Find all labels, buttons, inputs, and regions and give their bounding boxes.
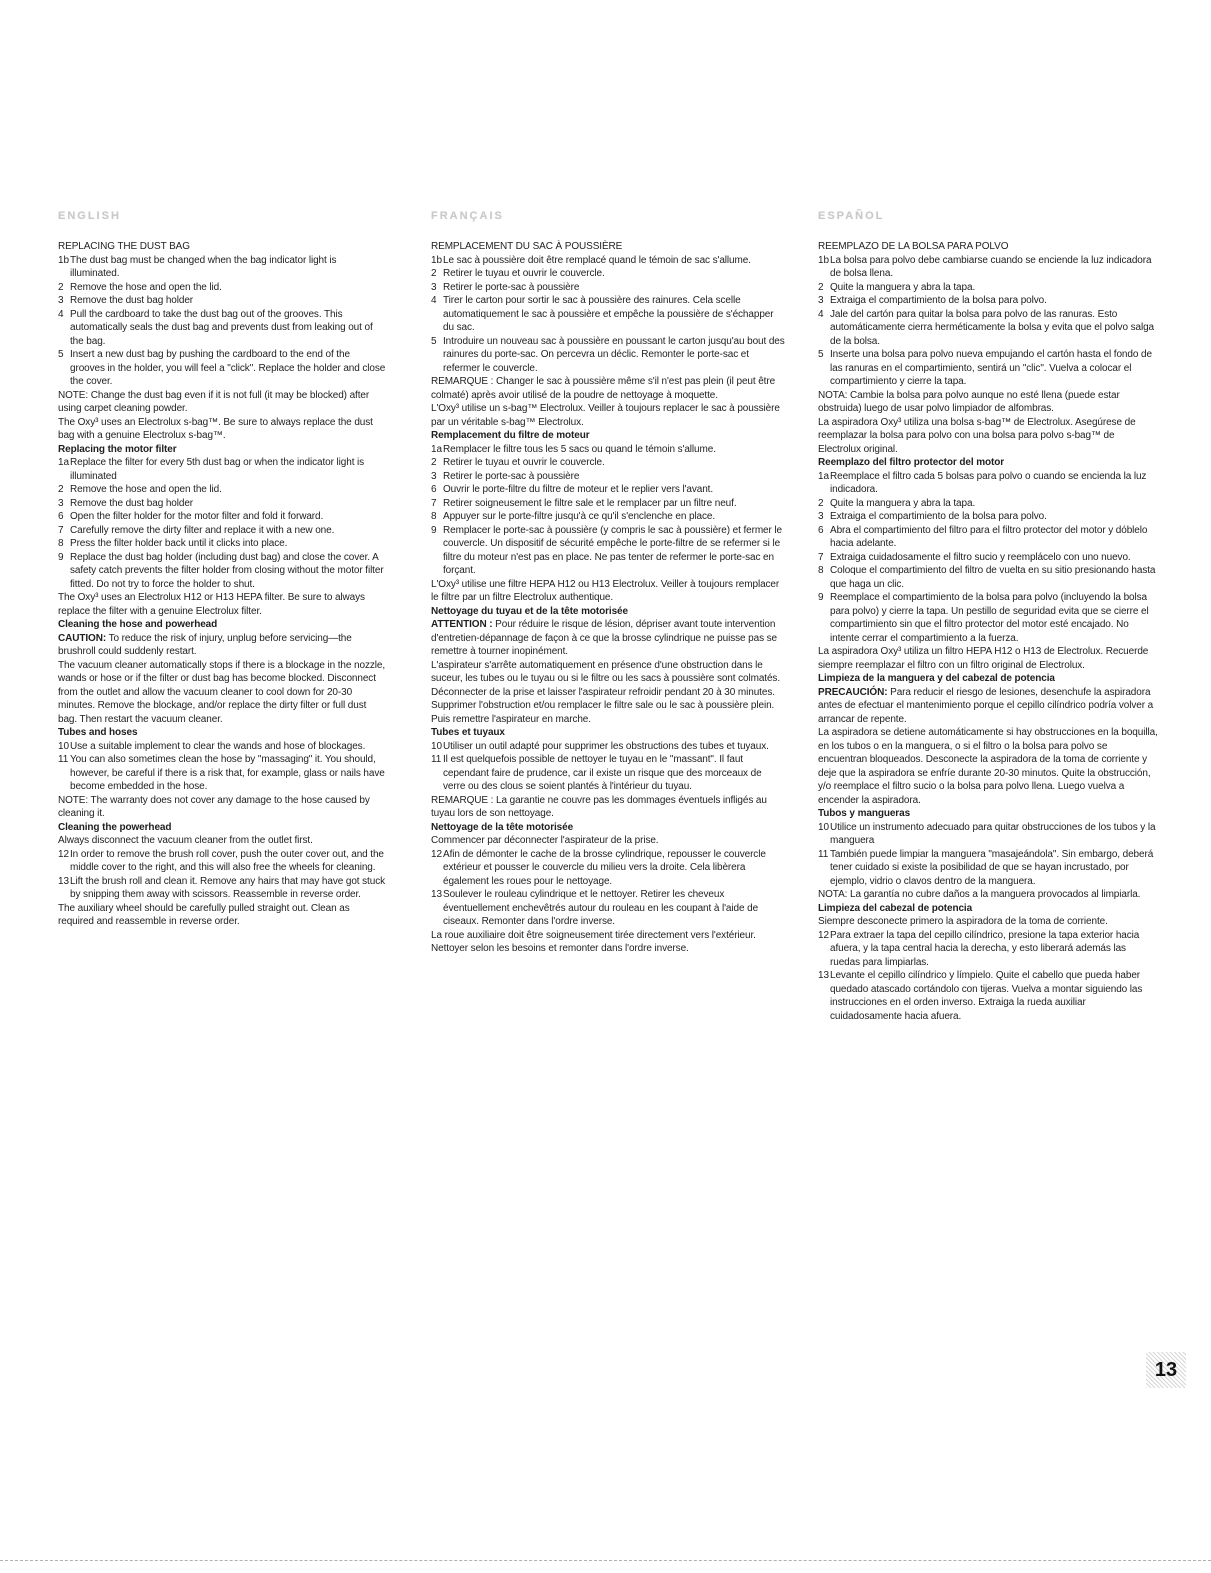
- instruction-step: [818, 551, 1158, 565]
- step-number: 3: [818, 295, 824, 306]
- instruction-step: [58, 753, 386, 794]
- step-text: Tirer le carton pour sortir le sac à poussière des rainures. Cela scelle automatiquement le sac à poussière et empêche la poussière de s'échapper du sac.: [443, 295, 774, 333]
- step-number: 2: [58, 281, 64, 293]
- step-number: 10: [58, 740, 69, 752]
- step-text: Il est quelquefois possible de nettoyer le tuyau en le "massant". Il faut cependant faire de prudence, car il existe un risque que des morceaux de verre ou des clous se soient plantés à l'intérieur du tuyau.: [443, 754, 762, 792]
- step-text: Open the filter holder for the motor filter and fold it forward.: [70, 511, 324, 522]
- caution-paragraph: [818, 686, 1158, 727]
- step-text: Inserte una bolsa para polvo nueva empujando el cartón hasta el fondo de las ranuras en el compartimiento, sentirá un "clic". Vuelva a colocar el compartimiento y cierre la tapa.: [830, 349, 1152, 387]
- step-number: 12: [431, 848, 442, 860]
- paragraph: Always disconnect the vacuum cleaner from the outlet first.: [58, 835, 313, 846]
- section-heading: Nettoyage de la tête motorisée: [431, 821, 574, 833]
- instruction-step: [818, 348, 1158, 389]
- step-text: Extraiga el compartimiento de la bolsa para polvo.: [830, 511, 1047, 522]
- instruction-step: [58, 875, 386, 902]
- step-number: 10: [818, 821, 829, 833]
- section-heading: Cleaning the hose and powerhead: [58, 619, 218, 630]
- step-number: 11: [58, 754, 69, 765]
- step-number: 3: [818, 511, 824, 522]
- caution-paragraph: [58, 632, 386, 659]
- step-number: 3: [431, 281, 437, 293]
- step-text: Reemplace el filtro cada 5 bolsas para polvo o cuando se encienda la luz indicadora.: [830, 470, 1147, 495]
- paragraph: NOTA: La garantía no cubre daños a la manguera provocados al limpiarla.: [818, 889, 1141, 900]
- step-text: Utilice un instrumento adecuado para quitar obstrucciones de los tubos y la manguera: [830, 821, 1156, 846]
- step-number: 2: [431, 268, 437, 279]
- step-text: Utiliser un outil adapté pour supprimer les obstructions des tubes et tuyaux.: [443, 740, 769, 752]
- step-number: 2: [818, 497, 824, 509]
- step-text: Remove the hose and open the lid.: [70, 281, 222, 293]
- section-heading: Limpieza del cabezal de potencia: [818, 902, 973, 914]
- step-number: 10: [431, 740, 442, 752]
- step-text: Replace the dust bag holder (including dust bag) and close the cover. A safety catch prevents the filter holder from closing without the motor filter fitted. Do not try to force the holder to shut.: [70, 551, 384, 590]
- column-spanish: [818, 210, 1158, 1023]
- instruction-step: [818, 591, 1158, 645]
- instruction-step: [58, 510, 386, 524]
- step-number: 1b: [431, 254, 442, 266]
- step-number: 12: [818, 929, 829, 941]
- step-number: 1a: [818, 470, 829, 482]
- step-number: 5: [431, 335, 437, 347]
- step-number: 6: [431, 484, 437, 495]
- paragraph: La aspiradora se detiene automáticamente si hay obstrucciones en la boquilla, en los tubos o en la manguera, o si el filtro o la bolsa para polvo se encuentran bloqueados. Desconecte la aspiradora de la toma de corriente y deje que la aspiradora se enfríe durante 20-30 minutos. Quite la obstrucción, y/o reemplace el filtro sucio o la bolsa para polvo llena. Luego vuelva a encender la aspiradora.: [818, 727, 1158, 806]
- instruction-step: [431, 524, 786, 578]
- step-number: 8: [58, 538, 64, 549]
- instruction-step: [58, 524, 386, 538]
- instruction-step: [818, 470, 1158, 497]
- instruction-step: [58, 551, 386, 592]
- bottom-rule: [0, 1560, 1211, 1562]
- step-number: 9: [58, 551, 64, 563]
- step-number: 2: [431, 457, 437, 468]
- instruction-step: [431, 294, 786, 335]
- step-number: 13: [818, 970, 829, 981]
- step-text: Replace the filter for every 5th dust bag or when the indicator light is illuminated: [70, 457, 365, 482]
- step-number: 9: [431, 524, 437, 536]
- paragraph: NOTE: The warranty does not cover any damage to the hose caused by cleaning it.: [58, 794, 370, 819]
- step-number: 7: [818, 551, 824, 563]
- section-heading: Reemplazo del filtro protector del motor: [818, 457, 1005, 468]
- step-number: 11: [431, 754, 442, 765]
- caution-text: To reduce the risk of injury, unplug before servicing—the brushroll could suddenly restart.: [58, 632, 352, 657]
- step-text: Retirer soigneusement le filtre sale et le remplacer par un filtre neuf.: [443, 497, 737, 509]
- step-text: Pull the cardboard to take the dust bag out of the grooves. This automatically seals the dust bag and prevents dust from leaking out of the bag.: [70, 308, 373, 347]
- column-english: [58, 210, 386, 929]
- column-french: [431, 210, 786, 956]
- step-number: 2: [58, 484, 64, 495]
- step-number: 4: [431, 295, 437, 306]
- paragraph: The vacuum cleaner automatically stops if there is a blockage in the nozzle, wands or hose or if the filter or dust bag has become blocked. Disconnect from the outlet and allow the vacuum cleaner to cool down for 20-30 minutes. Remove the blockage, and/or replace the dirty filter or full dust bag. Then restart the vacuum cleaner.: [58, 659, 386, 725]
- step-text: Levante el cepillo cilíndrico y límpielo. Quite el cabello que pueda haber quedado atascado cortándolo con tijeras. Vuelva a montar siguiendo las instrucciones en el orden inverso. Extraiga la rueda auxiliar cuidadosamente hacia afuera.: [830, 970, 1143, 1022]
- instruction-step: [818, 281, 1158, 295]
- step-text: Press the filter holder back until it clicks into place.: [70, 538, 288, 549]
- instruction-step: [818, 497, 1158, 511]
- paragraph: REMARQUE : Changer le sac à poussière même s'il n'est pas plein (il peut être colmaté) après avoir utilisé de la poudre de nettoyage à moquette.: [431, 376, 776, 401]
- step-number: 4: [818, 308, 824, 320]
- instruction-step: [431, 848, 786, 889]
- step-text: Remplacer le porte-sac à poussière (y compris le sac à poussière) et fermer le couvercle. Un dispositif de sécurité empêche le porte-filtre de se refermer si le filtre du moteur n'est pas en place. Ne pas tenter de refermer le porte-sac en forçant.: [443, 524, 783, 576]
- paragraph: L'Oxy³ utilise un s-bag™ Electrolux. Veiller à toujours replacer le sac à poussière par un véritable s-bag™ Electrolux.: [431, 403, 780, 428]
- instruction-step: [818, 294, 1158, 308]
- instruction-step: [431, 888, 786, 929]
- step-number: 11: [818, 848, 829, 860]
- step-text: Remove the dust bag holder: [70, 295, 194, 306]
- instruction-step: [58, 348, 386, 389]
- step-text: Soulever le rouleau cylindrique et le nettoyer. Retirer les cheveux éventuellement enchevêtrés autour du rouleau en les coupant à l'aide de ciseaux. Remonter dans l'ordre inverse.: [443, 889, 759, 927]
- step-text: In order to remove the brush roll cover, push the outer cover out, and the middle cover to the right, and this will also free the wheels for cleaning.: [70, 848, 384, 873]
- instruction-step: [818, 510, 1158, 524]
- instruction-step: [431, 483, 786, 497]
- paragraph: REMARQUE : La garantie ne couvre pas les dommages éventuels infligés au tuyau lors de son nettoyage.: [431, 794, 767, 819]
- step-number: 8: [431, 511, 437, 522]
- instruction-step: [818, 848, 1158, 889]
- caution-text: Para reducir el riesgo de lesiones, desenchufe la aspiradora antes de efectuar el mantenimiento porque el cepillo cilíndrico podría volver a arrancar de repente.: [818, 686, 1154, 725]
- step-number: 8: [818, 565, 824, 576]
- section-title: REMPLACEMENT DU SAC À POUSSIÈRE: [431, 241, 623, 252]
- step-text: Insert a new dust bag by pushing the cardboard to the end of the grooves in the holder, you will feel a "click". Replace the holder and close the cover.: [70, 349, 386, 387]
- instruction-step: [431, 443, 786, 457]
- step-number: 3: [431, 470, 437, 482]
- step-text: Carefully remove the dirty filter and replace it with a new one.: [70, 524, 335, 536]
- instruction-step: [431, 267, 786, 281]
- step-text: Retirer le tuyau et ouvrir le couvercle.: [443, 268, 605, 279]
- paragraph: The Oxy³ uses an Electrolux H12 or H13 HEPA filter. Be sure to always replace the filter with a genuine Electrolux filter.: [58, 592, 365, 617]
- step-text: Jale del cartón para quitar la bolsa para polvo de las ranuras. Esto automáticamente cierra herméticamente la bolsa y evita que el polvo salga de la bolsa.: [830, 308, 1154, 347]
- section-title: REEMPLAZO DE LA BOLSA PARA POLVO: [818, 241, 1009, 252]
- step-text: Remplacer le filtre tous les 5 sacs ou quand le témoin s'allume.: [443, 443, 716, 455]
- instruction-step: [431, 470, 786, 484]
- instruction-step: [431, 254, 786, 268]
- instruction-step: [818, 254, 1158, 281]
- instruction-step: [818, 929, 1158, 970]
- paragraph: La aspiradora Oxy³ utiliza un filtro HEPA H12 o H13 de Electrolux. Recuerde siempre reemplazar el filtro con un filtro original de Electrolux.: [818, 646, 1149, 671]
- instruction-step: [818, 564, 1158, 591]
- paragraph: La roue auxiliaire doit être soigneusement tirée directement vers l'extérieur. Nettoyer selon les besoins et remonter dans l'ordre inverse.: [431, 929, 756, 954]
- section-heading: Remplacement du filtre de moteur: [431, 430, 590, 441]
- caution-label: PRECAUCIÓN:: [818, 686, 888, 698]
- instruction-step: [58, 497, 386, 511]
- section-heading: Limpieza de la manguera y del cabezal de potencia: [818, 673, 1055, 684]
- step-text: También puede limpiar la manguera "masajeándola". Sin embargo, deberá tener cuidado si existe la posibilidad de que se hayan incrustado, por ejemplo, vidrio o clavos dentro de la manguera.: [830, 848, 1154, 887]
- instruction-step: [431, 510, 786, 524]
- paragraph: Commencer par déconnecter l'aspirateur de la prise.: [431, 835, 659, 846]
- section-title: REPLACING THE DUST BAG: [58, 241, 190, 252]
- paragraph: L'Oxy³ utilise une filtre HEPA H12 ou H13 Electrolux. Veiller à toujours remplacer le filtre par un filtre Electrolux authentique.: [431, 578, 780, 603]
- instruction-step: [58, 848, 386, 875]
- section-heading: Cleaning the powerhead: [58, 821, 172, 833]
- step-number: 5: [818, 349, 824, 360]
- step-text: The dust bag must be changed when the bag indicator light is illuminated.: [70, 254, 337, 279]
- instruction-step: [818, 821, 1158, 848]
- step-text: Extraiga cuidadosamente el filtro sucio y reemplácelo con uno nuevo.: [830, 551, 1131, 563]
- step-text: Retirer le tuyau et ouvrir le couvercle.: [443, 457, 605, 468]
- step-number: 1b: [58, 254, 69, 266]
- step-number: 1a: [58, 457, 69, 468]
- step-number: 7: [431, 497, 437, 509]
- step-text: Coloque el compartimiento del filtro de vuelta en su sitio presionando hasta que haga un clic.: [830, 565, 1156, 590]
- step-number: 6: [818, 524, 824, 536]
- step-text: Ouvrir le porte-filtre du filtre de moteur et le replier vers l'avant.: [443, 484, 714, 495]
- instruction-step: [818, 969, 1158, 1023]
- step-number: 13: [58, 875, 69, 887]
- step-text: Remove the hose and open the lid.: [70, 484, 222, 495]
- step-text: Abra el compartimiento del filtro para el filtro protector del motor y dóblelo hacia adelante.: [830, 524, 1148, 549]
- step-text: You can also sometimes clean the hose by "massaging" it. You should, however, be careful if there is a risk that, for example, glass or nails have become embedded in the hose.: [70, 754, 385, 792]
- step-number: 9: [818, 592, 824, 603]
- step-text: Para extraer la tapa del cepillo cilíndrico, presione la tapa exterior hacia afuera, y la tapa central hacia la derecha, y esto liberará además las ruedas para limpiarlas.: [830, 929, 1140, 968]
- paragraph: NOTA: Cambie la bolsa para polvo aunque no esté llena (puede estar obstruida) luego de usar polvo limpiador de alfombras.: [818, 389, 1120, 414]
- caution-text: Pour réduire le risque de lésion, dépriser avant toute intervention d'entretien-dépannage de façon à ce que la brosse cylindrique ne puisse pas se remettre à tourner inopinément.: [431, 619, 778, 657]
- step-text: Lift the brush roll and clean it. Remove any hairs that may have got stuck by snipping them away with scissors. Reassemble in reverse order.: [70, 875, 385, 900]
- instruction-step: [431, 740, 786, 754]
- paragraph: The Oxy³ uses an Electrolux s-bag™. Be sure to always replace the dust bag with a genuine Electrolux s-bag™.: [58, 416, 373, 441]
- paragraph: The auxiliary wheel should be carefully pulled straight out. Clean as required and reassemble in reverse order.: [58, 902, 350, 927]
- step-text: Introduire un nouveau sac à poussière en poussant le carton jusqu'au bout des rainures du porte-sac. On percevra un déclic. Remonter le porte-sac et refermer le couvercle.: [443, 335, 785, 374]
- section-heading: Tubes et tuyaux: [431, 727, 505, 738]
- step-number: 12: [58, 848, 69, 860]
- caution-label: ATTENTION :: [431, 619, 493, 630]
- instruction-step: [431, 497, 786, 511]
- caution-label: CAUTION:: [58, 632, 107, 644]
- step-text: Extraiga el compartimiento de la bolsa para polvo.: [830, 295, 1047, 306]
- step-number: 13: [431, 889, 442, 900]
- instruction-step: [58, 483, 386, 497]
- step-number: 1a: [431, 443, 442, 455]
- language-header: ENGLISH: [58, 210, 121, 222]
- step-text: La bolsa para polvo debe cambiarse cuando se enciende la luz indicadora de bolsa llena.: [830, 254, 1152, 279]
- instruction-step: [431, 753, 786, 794]
- instruction-step: [431, 335, 786, 376]
- step-text: Le sac à poussière doit être remplacé quand le témoin de sac s'allume.: [443, 254, 751, 266]
- step-number: 4: [58, 308, 64, 320]
- instruction-step: [431, 281, 786, 295]
- page-number: 13: [1146, 1352, 1186, 1388]
- instruction-step: [58, 740, 386, 754]
- language-header: FRANÇAIS: [431, 210, 504, 222]
- step-number: 7: [58, 524, 64, 536]
- step-number: 3: [58, 497, 64, 509]
- step-text: Use a suitable implement to clear the wands and hose of blockages.: [70, 740, 366, 752]
- instruction-step: [58, 281, 386, 295]
- step-number: 3: [58, 295, 64, 306]
- instruction-step: [58, 294, 386, 308]
- section-heading: Nettoyage du tuyau et de la tête motorisée: [431, 605, 628, 617]
- instruction-step: [58, 308, 386, 349]
- step-text: Reemplace el compartimiento de la bolsa para polvo (incluyendo la bolsa para polvo) y cierre la tapa. Un pestillo de seguridad evita que se cierre el compartimiento sin que el filtro protector del motor esté encajado. No intente cerrar el compartimiento a la fuerza.: [830, 592, 1149, 644]
- instruction-step: [58, 254, 386, 281]
- instruction-step: [431, 456, 786, 470]
- step-text: Afin de démonter le cache de la brosse cylindrique, repousser le couvercle extérieur et pousser le couvercle du milieu vers la droite. Cela libèrera également les roues pour le nettoyage.: [443, 848, 766, 887]
- paragraph: NOTE: Change the dust bag even if it is not full (it may be blocked) after using carpet cleaning powder.: [58, 389, 370, 414]
- step-text: Appuyer sur le porte-filtre jusqu'à ce qu'il s'enclenche en place.: [443, 511, 716, 522]
- step-text: Retirer le porte-sac à poussière: [443, 470, 580, 482]
- step-number: 5: [58, 349, 64, 360]
- step-number: 6: [58, 511, 64, 522]
- section-heading: Replacing the motor filter: [58, 443, 177, 455]
- step-text: Retirer le porte-sac à poussière: [443, 281, 580, 293]
- section-heading: Tubos y mangueras: [818, 808, 911, 819]
- instruction-step: [58, 456, 386, 483]
- step-number: 2: [818, 281, 824, 293]
- instruction-step: [58, 537, 386, 551]
- instruction-step: [818, 308, 1158, 349]
- paragraph: Siempre desconecte primero la aspiradora de la toma de corriente.: [818, 916, 1108, 927]
- step-text: Remove the dust bag holder: [70, 497, 194, 509]
- paragraph: L'aspirateur s'arrête automatiquement en présence d'une obstruction dans le suceur, les tubes ou le tuyau ou si le filtre ou les sacs à poussière sont colmatés. Déconnecter de la prise et laisser l'aspirateur refroidir pendant 20 à 30 minutes. Supprimer l'obstruction et/ou remplacer le filtre sale ou le sac à poussière plein. Puis remettre l'aspirateur en marche.: [431, 659, 781, 725]
- step-text: Quite la manguera y abra la tapa.: [830, 497, 976, 509]
- caution-paragraph: [431, 618, 786, 659]
- section-heading: Tubes and hoses: [58, 727, 138, 738]
- instruction-step: [818, 524, 1158, 551]
- step-text: Quite la manguera y abra la tapa.: [830, 281, 976, 293]
- step-number: 1b: [818, 254, 829, 266]
- paragraph: La aspiradora Oxy³ utiliza una bolsa s-bag™ de Electrolux. Asegúrese de reemplazar la bolsa para polvo con una bolsa para polvo s-bag™ de Electrolux original.: [818, 416, 1136, 455]
- language-header: ESPAÑOL: [818, 210, 885, 222]
